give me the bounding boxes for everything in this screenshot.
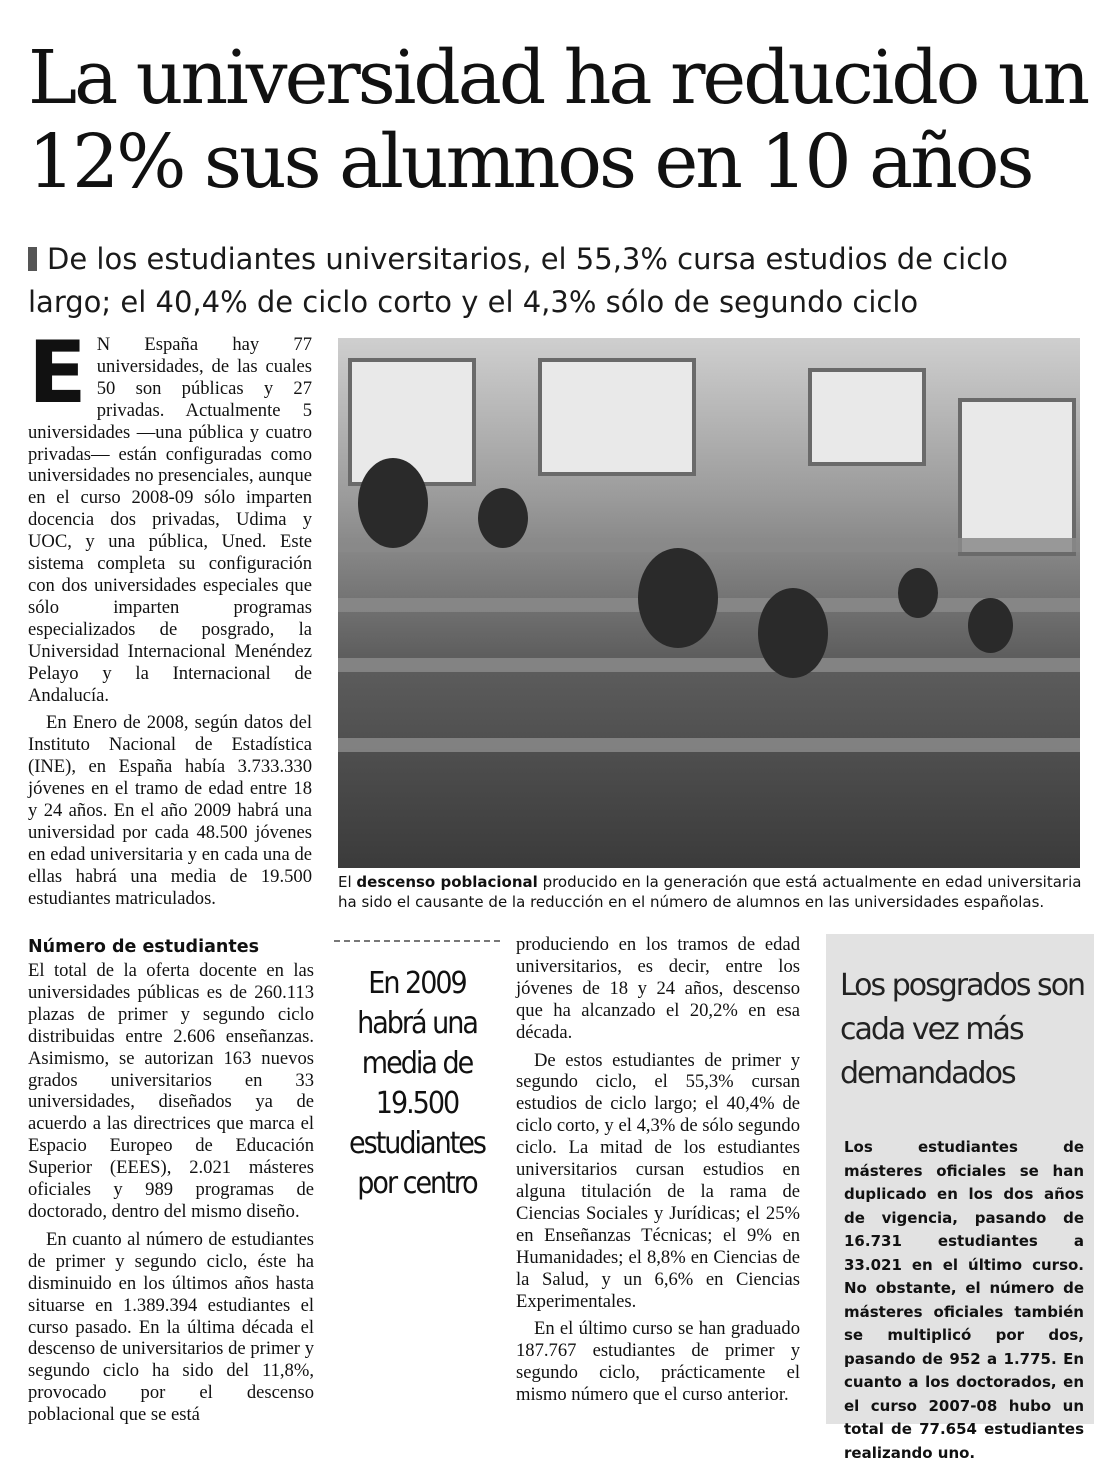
intro-paragraph-1: N España hay 77 universidades, de las cuales 50 son públicas y 27 privadas. Actualmente 5 universidades —una pública y cuatro privadas— están configuradas como universidades no presenciales, aunque en el curso 2008-09 sólo imparten docencia dos privadas, Udima y UOC, y una pública, Uned. Este sistema completa su configuración con dos universidades especiales que sólo imparten programas especializados de posgrado, la Universidad Internacional Menéndez Pelayo y la Internacional de Andalucía. [28,334,312,706]
mid-paragraph-3: En el último curso se han graduado 187.767 estudiantes de primer y segundo ciclo, prácticamente el mismo número que el curso anterior. [516,1318,800,1406]
sidebar-body: Los estudiantes de másteres oficiales se han duplicado en los dos años de vigencia, pasando de 16.731 estudiantes a 33.021 en el último curso. No obstante, el número de másteres oficiales también se multiplicó por dos, pasando de 952 a 1.775. En cuanto a los doctorados, en el curso 2007-08 hubo un total de 77.654 estudiantes realizando uno. [844,1138,1084,1462]
student-figure [898,568,938,618]
intro-column [28,323,312,916]
student-figure [478,488,528,548]
headline: La universidad ha reducido un 12% sus alumnos en 10 años [28,35,1088,205]
pullquote: En 2009 habrá una media de 19.500 estudiantes por centro [349,966,485,1201]
window-2 [538,358,696,476]
pullquote-box [334,940,500,1201]
window-4 [958,398,1076,556]
lecture-hall-photo [338,338,1080,868]
sidebar-box [826,934,1094,1462]
bench-row-1 [338,538,1080,552]
student-figure [758,588,828,678]
caption-pre: El [338,873,357,891]
subheadline [28,238,1098,324]
bench-row-3 [338,658,1080,672]
window-3 [808,368,926,466]
caption-bold: descenso poblacional [356,873,538,891]
subhead-text: De los estudiantes universitarios, el 55,3% cursa estudios de ciclo largo; el 40,4% de ciclo corto y el 4,3% sólo de segundo ciclo [28,242,1008,319]
left-column [28,936,314,1432]
subhead-marker [28,247,37,271]
left-paragraph-2: En cuanto al número de estudiantes de primer y segundo ciclo, éste ha disminuido en los últimos años hasta situarse en 1.389.394 estudiantes el curso pasado. En la última década el descenso de universitarios de primer y segundo ciclo ha sido del 11,8%, provocado por el descenso poblacional que se está [28,1228,314,1426]
caption-post: producido en la generación que está actualmente en edad universitaria ha sido el causante de la reducción en el número de alumnos en las universidades españolas. [338,873,1082,911]
mid-paragraph-1: produciendo en los tramos de edad universitarios, es decir, entre los jóvenes de 18 y 24 años, descenso que ha alcanzado el 20,2% en esa década. [516,934,800,1043]
photo-caption [338,872,1088,912]
left-paragraph-1: El total de la oferta docente en las universidades públicas es de 260.113 plazas de primer y segundo ciclo distribuidas entre 2.606 enseñanzas. Asimismo, se autorizan 163 nuevos grados universitarios en 33 universidades, diseñados ya de acuerdo a las directrices que marca el Espacio Europeo de Educación Superior (EEES), 2.021 másteres oficiales y 989 programas de doctorado, dentro del mismo diseño. [28,960,314,1222]
middle-column [516,934,800,1412]
section-heading: Número de estudiantes [28,937,259,957]
student-figure [968,598,1013,653]
intro-paragraph-2: En Enero de 2008, según datos del Instituto Nacional de Estadística (INE), en España había 3.733.330 jóvenes en el tramo de edad entre 18 y 24 años. En el año 2009 habrá una universidad por cada 48.500 jóvenes en edad universitaria y en cada una de ellas habrá una media de 19.500 estudiantes matriculados. [28,712,312,909]
dropcap: E [28,323,87,423]
bench-row-4 [338,738,1080,752]
mid-paragraph-2: De estos estudiantes de primer y segundo ciclo, el 55,3% cursan estudios de ciclo largo; el 40,4% de ciclo corto, y el 4,3% de sólo segundo ciclo. La mitad de los estudiantes universitarios cursan estudios en alguna titulación de la rama de Ciencias Sociales y Jurídicas; el 25% en Enseñanzas Técnicas; el 9% en Humanidades; el 8,8% en Ciencias de la Salud, y un 6,6% en Ciencias Experimentales. [516,1049,800,1312]
student-figure [358,458,428,548]
student-figure [638,548,718,648]
sidebar-title: Los posgrados son cada vez más demandados [840,968,1085,1091]
